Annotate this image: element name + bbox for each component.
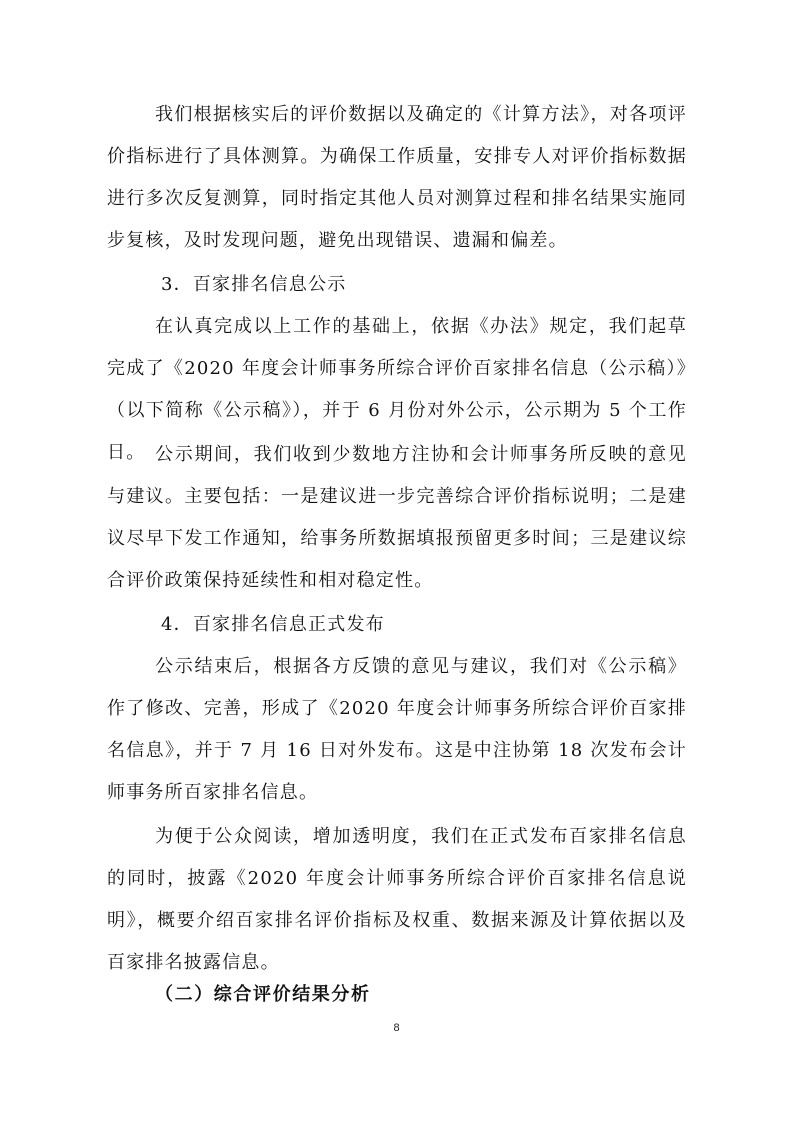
paragraph-calculation: 我们根据核实后的评价数据以及确定的《计算方法》，对各项评价指标进行了具体测算。为确保工作质量，安排专人对评价指标数据进行多次反复测算，同时指定其他人员对测算过程和排名结果实施同步复核，及时发现问题，避免出现错误、遗漏和偏差。 <box>107 104 687 251</box>
paragraph-disclosure: 为便于公众阅读，增加透明度，我们在正式发布百家排名信息的同时，披露《2020 年度会计师事务所综合评价百家排名信息说明》，概要介绍百家排名评价指标及权重、数据来源及计算依据以及百家排名披露信息。 <box>107 826 687 973</box>
page-number: 8 <box>393 1022 400 1034</box>
paragraph-feedback: 公示期间，我们收到少数地方注协和会计师事务所反映的意见与建议。主要包括：一是建议进一步完善综合评价指标说明；二是建议尽早下发工作通知，给事务所数据填报预留更多时间；三是建议综合评价政策保持延续性和相对稳定性。 <box>107 444 687 591</box>
heading-official-release: 4．百家排名信息正式发布 <box>161 614 385 635</box>
paragraph-draft-publicity: 在认真完成以上工作的基础上，依据《办法》规定，我们起草完成了《2020 年度会计师事务所综合评价百家排名信息（公示稿）》（以下简称《公示稿》），并于 6 月份对外公示，公示期为 5 个工作日。 <box>107 316 687 463</box>
paragraph-release: 公示结束后，根据各方反馈的意见与建议，我们对《公示稿》作了修改、完善，形成了《2020 年度会计师事务所综合评价百家排名信息》，并于 7 月 16 日对外发布。这是中注协第 18 次发布会计师事务所百家排名信息。 <box>107 656 687 803</box>
heading-ranking-publicity: 3．百家排名信息公示 <box>161 274 347 295</box>
section-heading-analysis: （二）综合评价结果分析 <box>155 984 371 1005</box>
